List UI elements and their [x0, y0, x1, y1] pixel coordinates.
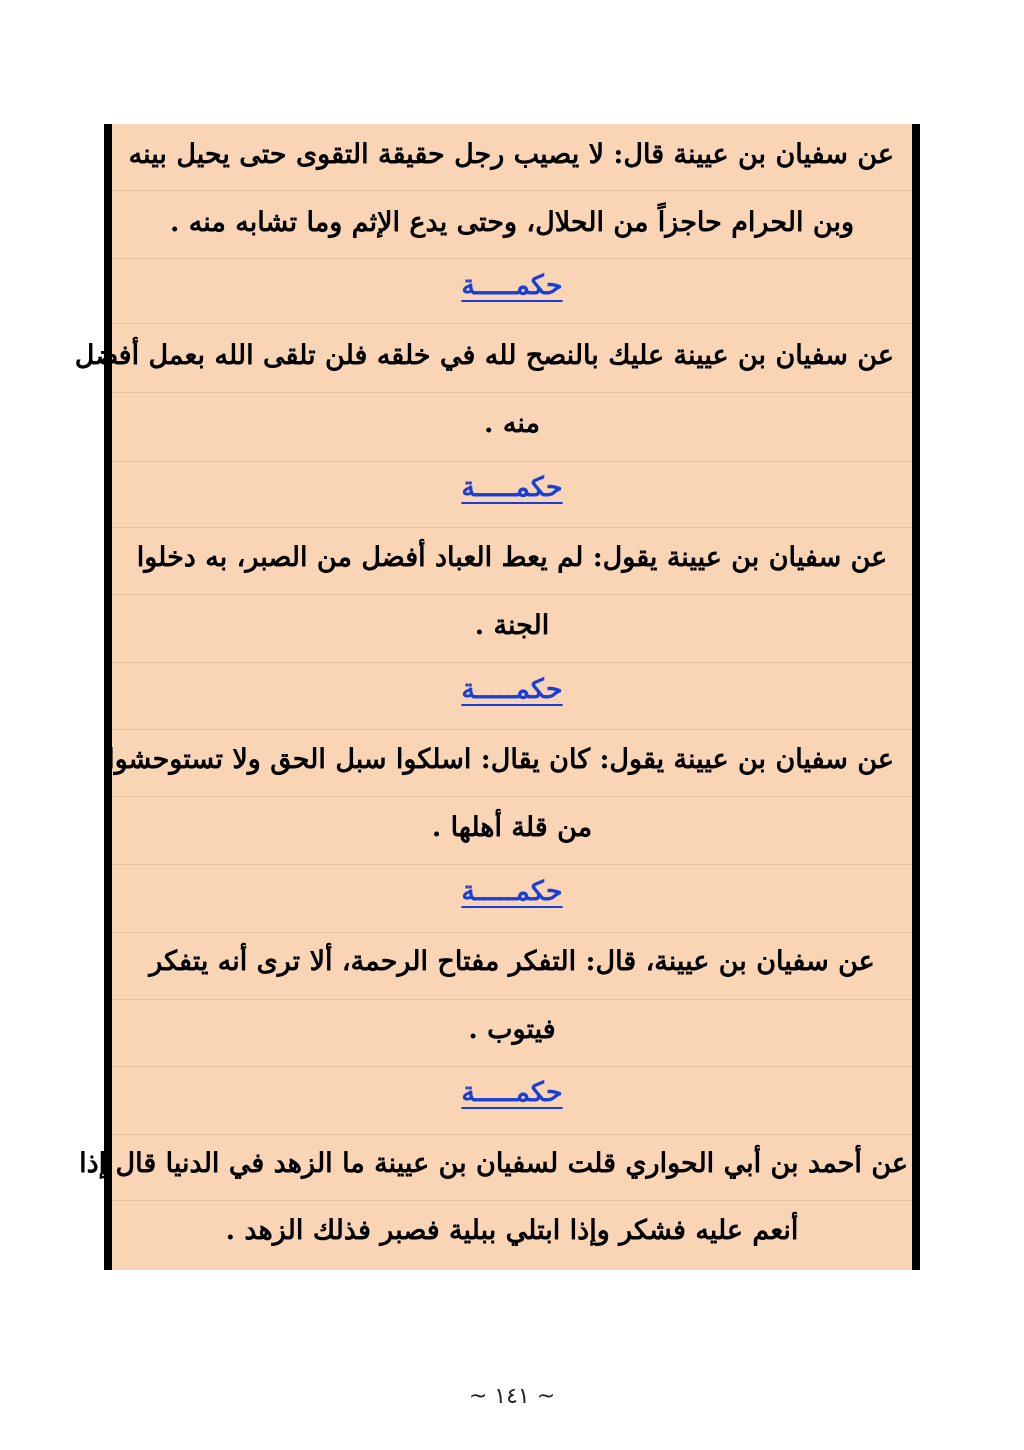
row-divider [112, 932, 912, 933]
row-divider [112, 1134, 912, 1135]
row-divider [112, 1200, 912, 1201]
hikma-heading-link[interactable]: حكمـــــة [461, 876, 563, 907]
row-divider [112, 392, 912, 393]
hikma-heading-link[interactable]: حكمـــــة [461, 1077, 563, 1108]
text-line: أنعم عليه فشكر وإذا ابتلي ببلية فصبر فذلك الزهد . [225, 1215, 799, 1246]
text-line: عن سفيان بن عيينة، قال: التفكر مفتاح الرحمة، ألا ترى أنه يتفكر [149, 946, 875, 977]
row-divider [112, 594, 912, 595]
text-line: عن سفيان بن عيينة قال: لا يصيب رجل حقيقة التقوى حتى يحيل بينه [128, 139, 894, 170]
row-divider [112, 1066, 912, 1067]
row-divider [112, 796, 912, 797]
text-line: عن سفيان بن عيينة يقول: لم يعط العباد أفضل من الصبر، به دخلوا [136, 542, 888, 573]
text-line: عن أحمد بن أبي الحواري قلت لسفيان بن عيينة ما الزهد في الدنيا قال إذا [79, 1148, 908, 1179]
text-line: فيتوب . [468, 1014, 556, 1045]
text-line: الجنة . [474, 610, 550, 641]
row-divider [112, 527, 912, 528]
row-divider [112, 729, 912, 730]
row-divider [112, 662, 912, 663]
content-panel [74, 124, 920, 1270]
row-divider [112, 461, 912, 462]
hikma-heading-link[interactable]: حكمـــــة [461, 674, 563, 705]
text-line: عن سفيان بن عيينة عليك بالنصح لله في خلقه فلن تلقى الله بعمل أفضل [74, 340, 894, 371]
text-line: منه . [484, 408, 540, 439]
row-divider [112, 323, 912, 324]
row-divider [112, 190, 912, 191]
text-line: وبن الحرام حاجزاً من الحلال، وحتى يدع الإثم وما تشابه منه . [170, 207, 854, 238]
text-line: عن سفيان بن عيينة يقول: كان يقال: اسلكوا سبل الحق ولا تستوحشوا [107, 744, 894, 775]
page-number: ~ ١٤١ ~ [468, 1384, 556, 1409]
hikma-heading-link[interactable]: حكمـــــة [461, 270, 563, 301]
row-divider [112, 864, 912, 865]
row-divider [112, 258, 912, 259]
text-line: من قلة أهلها . [431, 812, 593, 843]
hikma-heading-link[interactable]: حكمـــــة [461, 472, 563, 503]
row-divider [112, 999, 912, 1000]
